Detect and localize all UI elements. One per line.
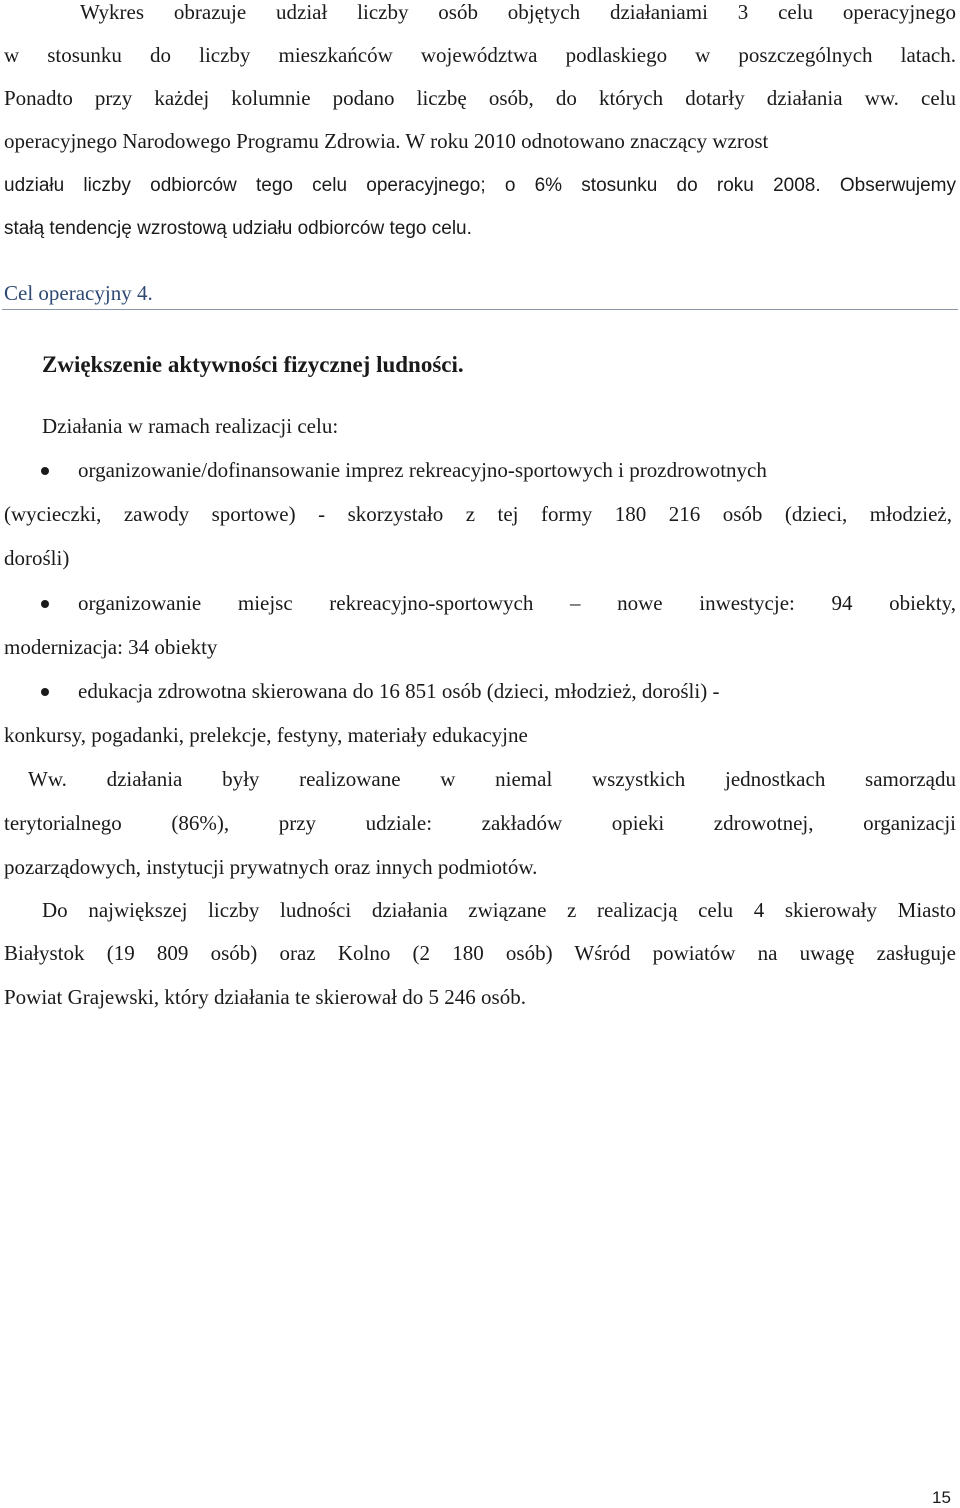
para2-line-2: terytorialnego (86%), przy udziale: zakładów opieki zdrowotnej, organizacji xyxy=(4,811,956,835)
bullet-1-line-2: (wycieczki, zawody sportowe) - skorzystało z tej formy 180 216 osób (dzieci, młodzież, xyxy=(4,502,952,526)
para2-line-3: pozarządowych, instytucji prywatnych oraz innych podmiotów. xyxy=(4,855,538,879)
intro-line-3: Ponadto przy każdej kolumnie podano liczbę osób, do których dotarły działania ww. celu xyxy=(4,86,956,110)
section-label: Cel operacyjny 4. xyxy=(4,281,153,305)
intro-line-1: Wykres obrazuje udział liczby osób objętych działaniami 3 celu operacyjnego xyxy=(80,0,956,24)
intro-line-2: w stosunku do liczby mieszkańców województwa podlaskiego w poszczególnych latach. xyxy=(4,43,956,67)
page-number: 15 xyxy=(932,1488,951,1507)
bullet-1-line-1: organizowanie/dofinansowanie imprez rekreacyjno-sportowych i prozdrowotnych xyxy=(78,458,767,482)
bullet-1-line-3: dorośli) xyxy=(4,546,70,570)
para3-line-1: Do największej liczby ludności działania związane z realizacją celu 4 skierowały Miasto xyxy=(42,898,956,922)
para3-line-3: Powiat Grajewski, który działania te skierował do 5 246 osób. xyxy=(4,985,526,1009)
section-divider xyxy=(2,309,958,310)
actions-intro: Działania w ramach realizacji celu: xyxy=(42,414,339,438)
bullet-2-line-2: modernizacja: 34 obiekty xyxy=(4,635,218,659)
bullet-2-line-1: organizowanie miejsc rekreacyjno-sportowych – nowe inwestycje: 94 obiekty, xyxy=(78,591,956,615)
para3-line-2: Białystok (19 809 osób) oraz Kolno (2 180 osób) Wśród powiatów na uwagę zasługuje xyxy=(4,941,956,965)
para2-line-1: Ww. działania były realizowane w niemal wszystkich jednostkach samorządu xyxy=(28,767,956,791)
section-title: Zwiększenie aktywności fizycznej ludności. xyxy=(42,352,464,377)
bullet-3-line-2: konkursy, pogadanki, prelekcje, festyny, materiały edukacyjne xyxy=(4,723,528,747)
bullet-3-line-1: edukacja zdrowotna skierowana do 16 851 osób (dzieci, młodzież, dorośli) - xyxy=(78,679,720,703)
intro-line-4-serif: operacyjnego Narodowego Programu Zdrowia. xyxy=(4,129,401,153)
intro-line-6: stałą tendencję wzrostową udziału odbiorców tego celu. xyxy=(4,218,472,239)
intro-line-4 xyxy=(4,131,956,152)
bullet-dot-icon xyxy=(41,688,49,696)
intro-line-4-tail: W roku 2010 odnotowano znaczący wzrost xyxy=(400,129,769,153)
intro-line-5: udziału liczby odbiorców tego celu operacyjnego; o 6% stosunku do roku 2008. Obserwujemy xyxy=(4,175,956,196)
bullet-dot-icon xyxy=(41,600,49,608)
bullet-dot-icon xyxy=(41,467,49,475)
